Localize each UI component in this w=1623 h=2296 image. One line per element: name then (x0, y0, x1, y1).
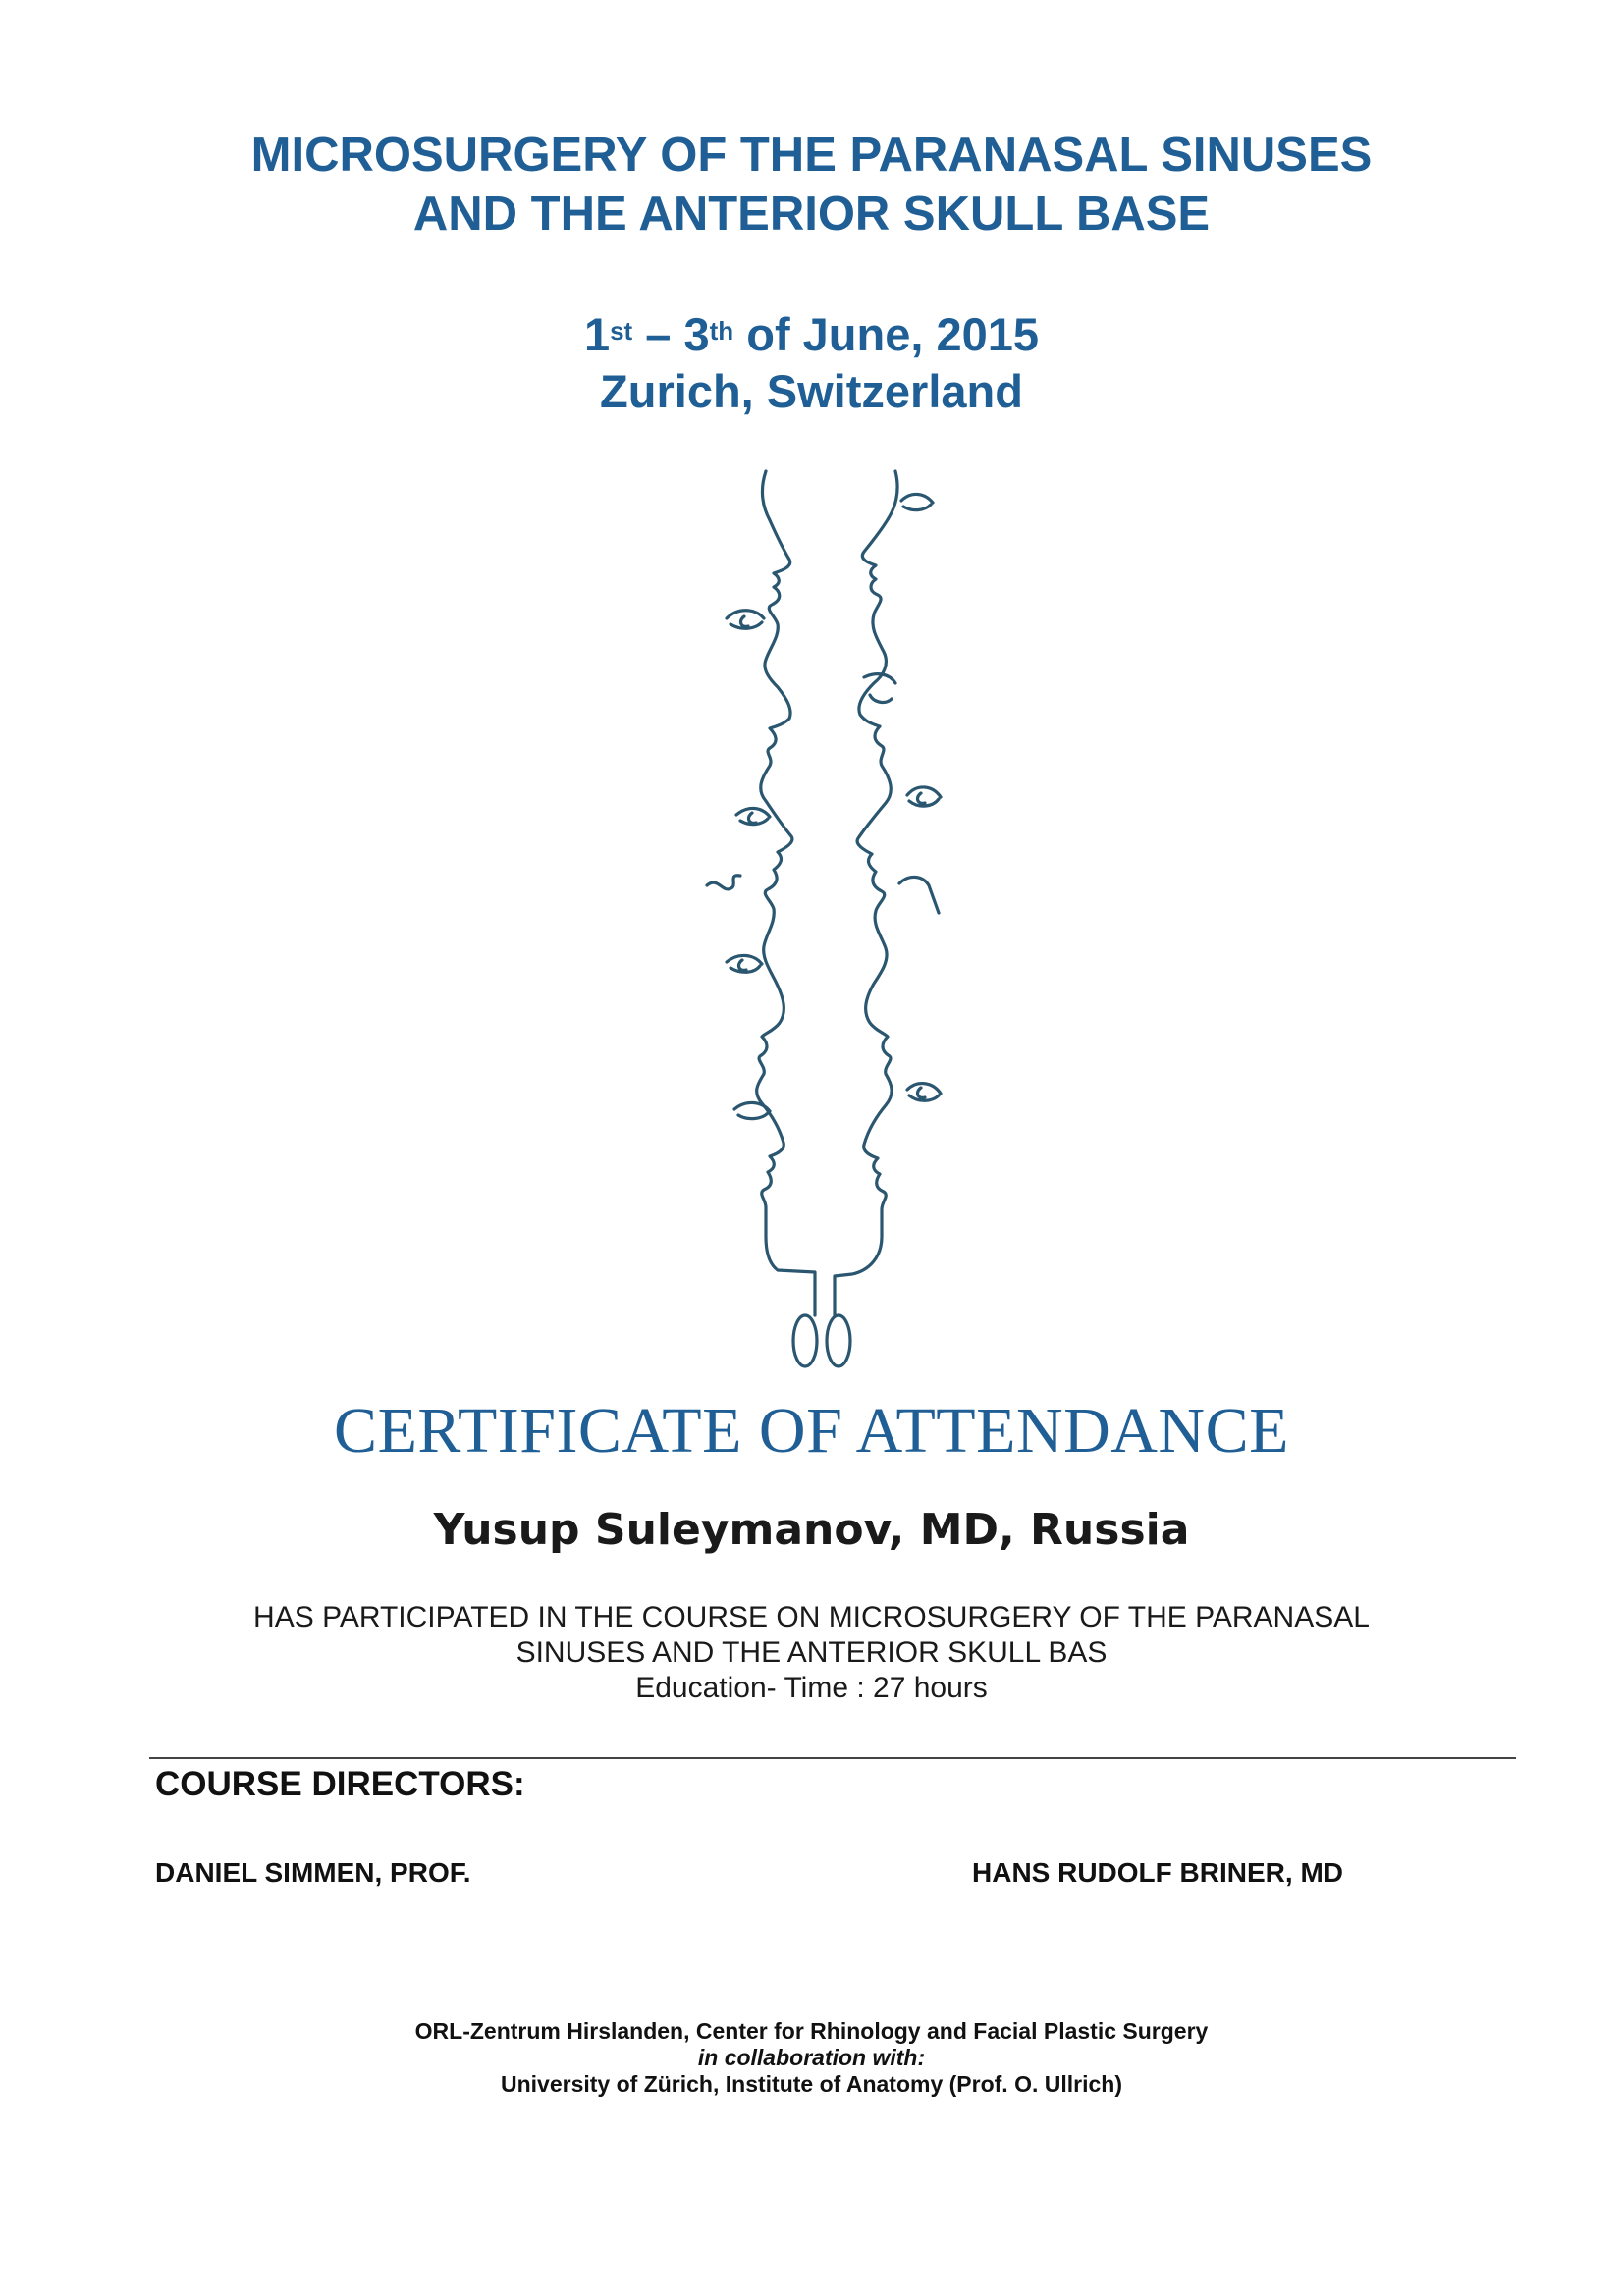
right-eye-1 (901, 494, 933, 509)
left-brow (707, 876, 740, 889)
director-1: DANIEL SIMMEN, PROF. (155, 1857, 471, 1888)
event-location: Zurich, Switzerland (600, 365, 1023, 417)
scissors-handle-left (793, 1315, 817, 1366)
certificate-title: CERTIFICATE OF ATTENDANCE (334, 1395, 1289, 1467)
left-eye-1 (727, 611, 764, 629)
right-eye-4 (907, 1084, 941, 1101)
course-title-line-2: AND THE ANTERIOR SKULL BASE (412, 187, 1211, 240)
left-profile-line (757, 471, 815, 1315)
month-year: of June, 2015 (733, 308, 1040, 360)
course-title (0, 126, 1623, 243)
participation-line-2: SINUSES AND THE ANTERIOR SKULL BAS (515, 1636, 1108, 1669)
left-eye-2 (736, 808, 770, 824)
divider (149, 1757, 1516, 1759)
right-eye-3 (899, 877, 939, 913)
date-separator: – (632, 308, 684, 360)
faces-profile-scissors-icon (668, 452, 962, 1394)
scissors-handle-right (827, 1315, 850, 1366)
participation-line-1: HAS PARTICIPATED IN THE COURSE ON MICROSURGERY OF THE PARANASAL (253, 1601, 1370, 1633)
right-eye-2 (907, 787, 941, 806)
education-time: Education- Time : 27 hours (635, 1672, 988, 1704)
event-date (0, 306, 1623, 363)
participation-statement (0, 1600, 1623, 1706)
day-end-suffix: th (709, 316, 734, 346)
day-start-suffix: st (610, 316, 633, 346)
footer-line-3: University of Zürich, Institute of Anatomy (Prof. O. Ullrich) (501, 2071, 1122, 2097)
day-end: 3 (683, 308, 710, 360)
footer-organization (0, 2018, 1623, 2098)
day-start: 1 (583, 308, 611, 360)
director-2: HANS RUDOLF BRINER, MD (972, 1857, 1343, 1888)
event-info (0, 306, 1623, 420)
course-directors-heading: COURSE DIRECTORS: (155, 1765, 525, 1803)
left-eye-4 (734, 1102, 770, 1118)
attendee-name: Yusup Suleymanov, MD, Russia (433, 1505, 1190, 1555)
footer-line-1: ORL-Zentrum Hirslanden, Center for Rhinology and Facial Plastic Surgery (414, 2018, 1209, 2044)
course-title-line-1: MICROSURGERY OF THE PARANASAL SINUSES (250, 129, 1373, 182)
right-profile-line (835, 471, 897, 1315)
left-eye-3 (727, 955, 762, 972)
footer-line-2: in collaboration with: (697, 2045, 926, 2070)
